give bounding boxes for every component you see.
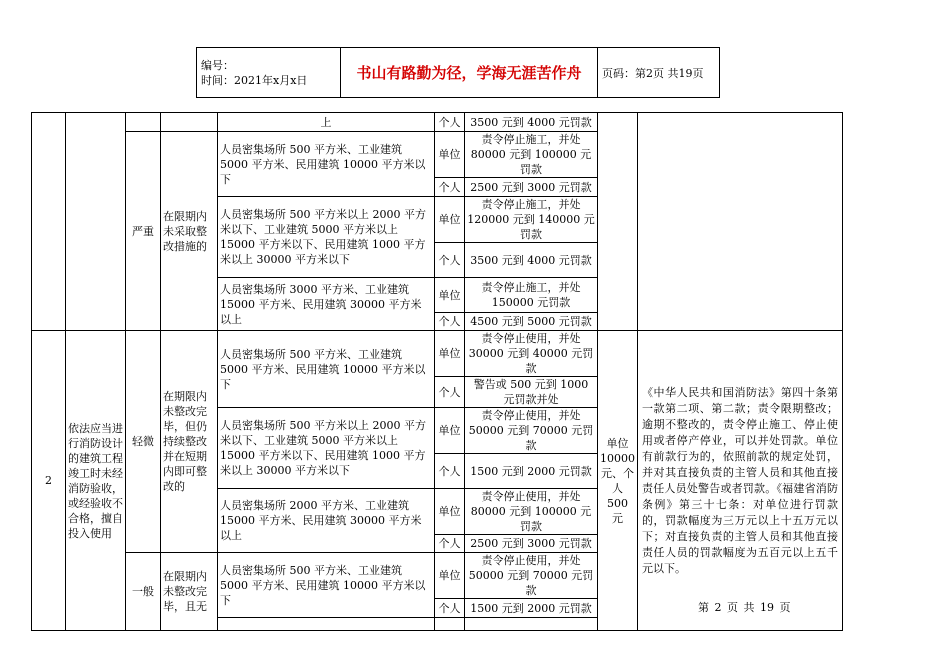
- range-cell: 人员密集场所 500 平方米、工业建筑 5000 平方米、民用建筑 10000 平方米以下: [218, 132, 435, 197]
- party-cell: 个人: [435, 178, 465, 197]
- penalty-cell: 2500 元到 3000 元罚款: [465, 535, 598, 553]
- penalty-cell: 责令停止施工，并处 150000 元罚款: [465, 278, 598, 313]
- empty-no-cell: [32, 113, 66, 331]
- empty-basis-cell: [638, 113, 843, 331]
- empty-cell: [435, 618, 465, 631]
- penalty-cell: 1500 元到 2000 元罚款: [465, 454, 598, 489]
- penalty-cell: 责令停止使用，并处 50000 元到 70000 元罚款: [465, 553, 598, 599]
- penalty-cell: 3500 元到 4000 元罚款: [465, 243, 598, 278]
- range-cell: 人员密集场所 500 平方米以上 2000 平方米以下、工业建筑 5000 平方米以上 15000 平方米以下、民用建筑 1000 平方米以上 30000 平方米以下: [218, 197, 435, 278]
- party-cell: 个人: [435, 377, 465, 408]
- party-cell: 个人: [435, 113, 465, 132]
- empty-cell: [218, 618, 435, 631]
- empty-threshold-cell: [598, 113, 638, 331]
- party-cell: 个人: [435, 243, 465, 278]
- document-date: 时间：2021年x月x日: [201, 73, 308, 87]
- page-footer: 第 2 页 共 19 页: [698, 601, 791, 614]
- range-cell: 人员密集场所 3000 平方米、工业建筑 15000 平方米、民用建筑 30000 平方米以上: [218, 278, 435, 331]
- range-cell: 人员密集场所 500 平方米以上 2000 平方米以下、工业建筑 5000 平方米以上 15000 平方米以下、民用建筑 1000 平方米以上 30000 平方米以下: [218, 408, 435, 489]
- party-cell: 个人: [435, 454, 465, 489]
- range-cell: 人员密集场所 500 平方米、工业建筑 5000 平方米、民用建筑 10000 平方米以下: [218, 553, 435, 618]
- penalty-cell: 1500 元到 2000 元罚款: [465, 599, 598, 618]
- violation-cell: 依法应当进行消防设计的建筑工程竣工时未经消防验收，或经验收不合格，擅自投入使用: [66, 331, 126, 631]
- penalty-cell: 警告或 500 元到 1000 元罚款并处: [465, 377, 598, 408]
- level-cell: 一般: [126, 553, 161, 631]
- page-header: [196, 47, 720, 98]
- party-cell: 单位: [435, 331, 465, 377]
- party-cell: 个人: [435, 599, 465, 618]
- penalty-cell: 责令停止施工，并处 80000 元到 100000 元罚款: [465, 132, 598, 178]
- header-meta: [197, 48, 341, 98]
- empty-cell: [465, 618, 598, 631]
- threshold-cell: 单位 10000 元、个人 500 元: [598, 331, 638, 631]
- document-number-label: 编号：: [201, 58, 234, 72]
- penalty-cell: 4500 元到 5000 元罚款: [465, 313, 598, 331]
- range-cell: 上: [218, 113, 435, 132]
- penalty-cell: 责令停止使用，并处 30000 元到 40000 元罚款: [465, 331, 598, 377]
- level-cell: 轻微: [126, 331, 161, 553]
- range-cell: 人员密集场所 500 平方米、工业建筑 5000 平方米、民用建筑 10000 平方米以下: [218, 331, 435, 408]
- empty-violation-cell: [66, 113, 126, 331]
- party-cell: 单位: [435, 553, 465, 599]
- penalty-cell: 责令停止使用，并处 80000 元到 100000 元罚款: [465, 489, 598, 535]
- range-cell: 人员密集场所 2000 平方米、工业建筑 15000 平方米、民用建筑 30000 平方米以上: [218, 489, 435, 553]
- party-cell: 个人: [435, 313, 465, 331]
- circumstance-cell: 在限期内未采取整改措施的: [161, 132, 218, 331]
- circumstance-cell: 在期限内未整改完毕，但仍持续整改并在短期内即可整改的: [161, 331, 218, 553]
- empty-level-cell: [126, 113, 161, 132]
- penalty-cell: 责令停止使用，并处 50000 元到 70000 元罚款: [465, 408, 598, 454]
- item-number-cell: 2: [32, 331, 66, 631]
- party-cell: 单位: [435, 408, 465, 454]
- party-cell: 单位: [435, 278, 465, 313]
- party-cell: 单位: [435, 489, 465, 535]
- circumstance-cell: 在限期内未整改完毕，且无: [161, 553, 218, 631]
- party-cell: 单位: [435, 132, 465, 178]
- party-cell: 单位: [435, 197, 465, 243]
- penalty-cell: 3500 元到 4000 元罚款: [465, 113, 598, 132]
- table-row: [32, 113, 843, 132]
- table-row: [32, 331, 843, 377]
- level-cell: 严重: [126, 132, 161, 331]
- legal-basis-cell: 《中华人民共和国消防法》第四十条第一款第二项、第二款；责令限期整改；逾期不整改的，责令停止施工、停止使用或者停产停业，可以并处罚款。单位有前款行为的，依照前款的规定处罚，并对其直接负责的主管人员和其他直接责任人员处警告或者罚款。《福建省消防条例》第三十七条：对单位进行罚款的，罚款幅度为三万元以上十五万元以下；对直接负责的主管人员和其他直接责任人员的罚款幅度为五百元以上五千元以下。: [638, 331, 843, 631]
- penalty-table: [31, 112, 843, 631]
- empty-circumstance-cell: [161, 113, 218, 132]
- header-motto: 书山有路勤为径，学海无涯苦作舟: [341, 48, 598, 98]
- penalty-cell: 2500 元到 3000 元罚款: [465, 178, 598, 197]
- penalty-cell: 责令停止施工，并处 120000 元到 140000 元罚款: [465, 197, 598, 243]
- header-page-info: 页码：第2页 共19页: [598, 48, 720, 98]
- party-cell: 个人: [435, 535, 465, 553]
